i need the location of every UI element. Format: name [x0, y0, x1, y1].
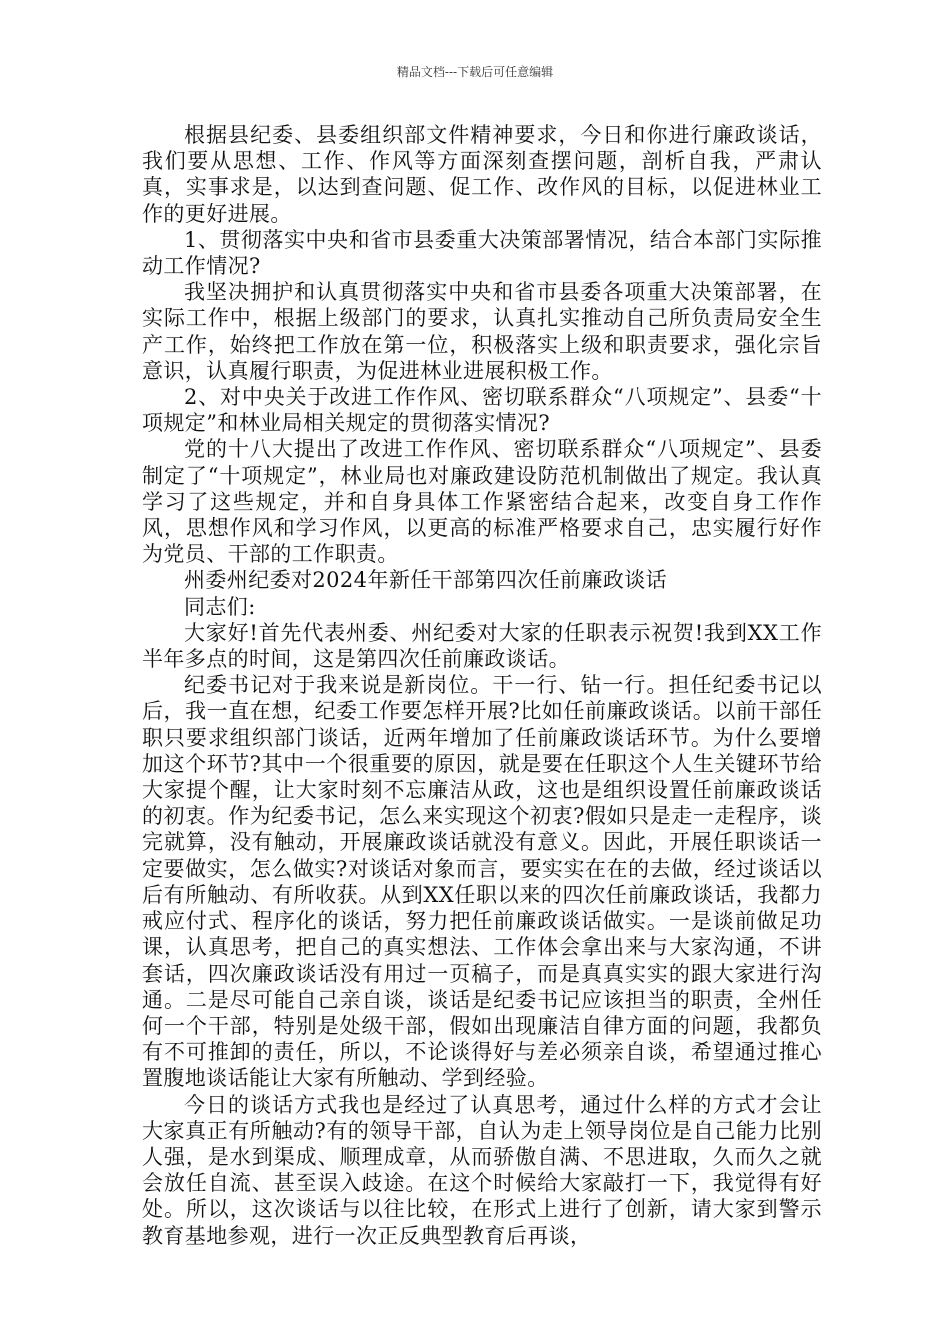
paragraph-body-2: 今日的谈话方式我也是经过了认真思考，通过什么样的方式才会让大家真正有所触动?有的领导干部，自认为走上领导岗位是自己能力比别人强，是水到渠成、顺理成章，从而骄傲自满、不思进取，久而久之就会放任自流、甚至误入歧途。在这个时候给大家敲打一下，我觉得有好处。所以，这次谈话与以往比较，在形式上进行了创新，请大家到警示教育基地参观，进行一次正反典型教育后再谈，: [142, 1092, 822, 1248]
paragraph-speech-title: 州委州纪委对2024年新任干部第四次任前廉政谈话: [184, 568, 668, 593]
paragraph-salutation: 同志们:: [184, 594, 256, 619]
document-body: [142, 122, 822, 1249]
page-header: 精品文档---下载后可任意编辑: [396, 65, 554, 79]
paragraph-answer-2: 党的十八大提出了改进工作作风、密切联系群众“八项规定”、县委制定了“十项规定”，林业局也对廉政建设防范机制做出了规定。我认真学习了这些规定，并和自身具体工作紧密结合起来，改变自身工作作风，思想作风和学习作风，以更高的标准严格要求自己，忠实履行好作为党员、干部的工作职责。: [142, 437, 822, 567]
paragraph-greeting: 大家好!首先代表州委、州纪委对大家的任职表示祝贺!我到XX工作半年多点的时间，这是第四次任前廉政谈话。: [142, 620, 822, 672]
paragraph-answer-1: 我坚决拥护和认真贯彻落实中央和省市县委各项重大决策部署，在实际工作中，根据上级部门的要求，认真扎实推动自己所负责局安全生产工作，始终把工作放在第一位，积极落实上级和职责要求，强化宗旨意识，认真履行职责，为促进林业进展积极工作。: [142, 280, 822, 383]
paragraph-question-1: 1、贯彻落实中央和省市县委重大决策部署情况，结合本部门实际推动工作情况?: [142, 227, 822, 279]
paragraph-intro: 根据县纪委、县委组织部文件精神要求，今日和你进行廉政谈话，我们要从思想、工作、作风等方面深刻查摆问题，剖析自我，严肃认真，实事求是，以达到查问题、促工作、改作风的目标，以促进林业工作的更好进展。: [142, 123, 822, 226]
paragraph-body-1: 纪委书记对于我来说是新岗位。干一行、钻一行。担任纪委书记以后，我一直在想，纪委工作要怎样开展?比如任前廉政谈话。以前干部任职只要求组织部门谈话，近两年增加了任前廉政谈话环节。为什么要增加这个环节?其中一个很重要的原因，就是要在任职这个人生关键环节给大家提个醒，让大家时刻不忘廉洁从政，这也是组织设置任前廉政谈话的初衷。作为纪委书记，怎么来实现这个初衷?假如只是走一走程序，谈完就算，没有触动，开展廉政谈话就没有意义。因此，开展任职谈话一定要做实，怎么做实?对谈话对象而言，要实实在在的去做，经过谈话以后有所触动、有所收获。从到XX任职以来的四次任前廉政谈话，我都力戒应付式、程序化的谈话，努力把任前廉政谈话做实。一是谈前做足功课，认真思考，把自己的真实想法、工作体会拿出来与大家沟通，不讲套话，四次廉政谈话没有用过一页稿子，而是真真实实的跟大家进行沟通。二是尽可能自己亲自谈，谈话是纪委书记应该担当的职责，全州任何一个干部，特别是处级干部，假如出现廉洁自律方面的问题，我都负有不可推卸的责任，所以，不论谈得好与差必须亲自谈，希望通过推心置腹地谈话能让大家有所触动、学到经验。: [142, 673, 822, 1091]
paragraph-question-2: 2、对中央关于改进工作作风、密切联系群众“八项规定”、县委“十项规定”和林业局相关规定的贯彻落实情况?: [142, 385, 822, 436]
